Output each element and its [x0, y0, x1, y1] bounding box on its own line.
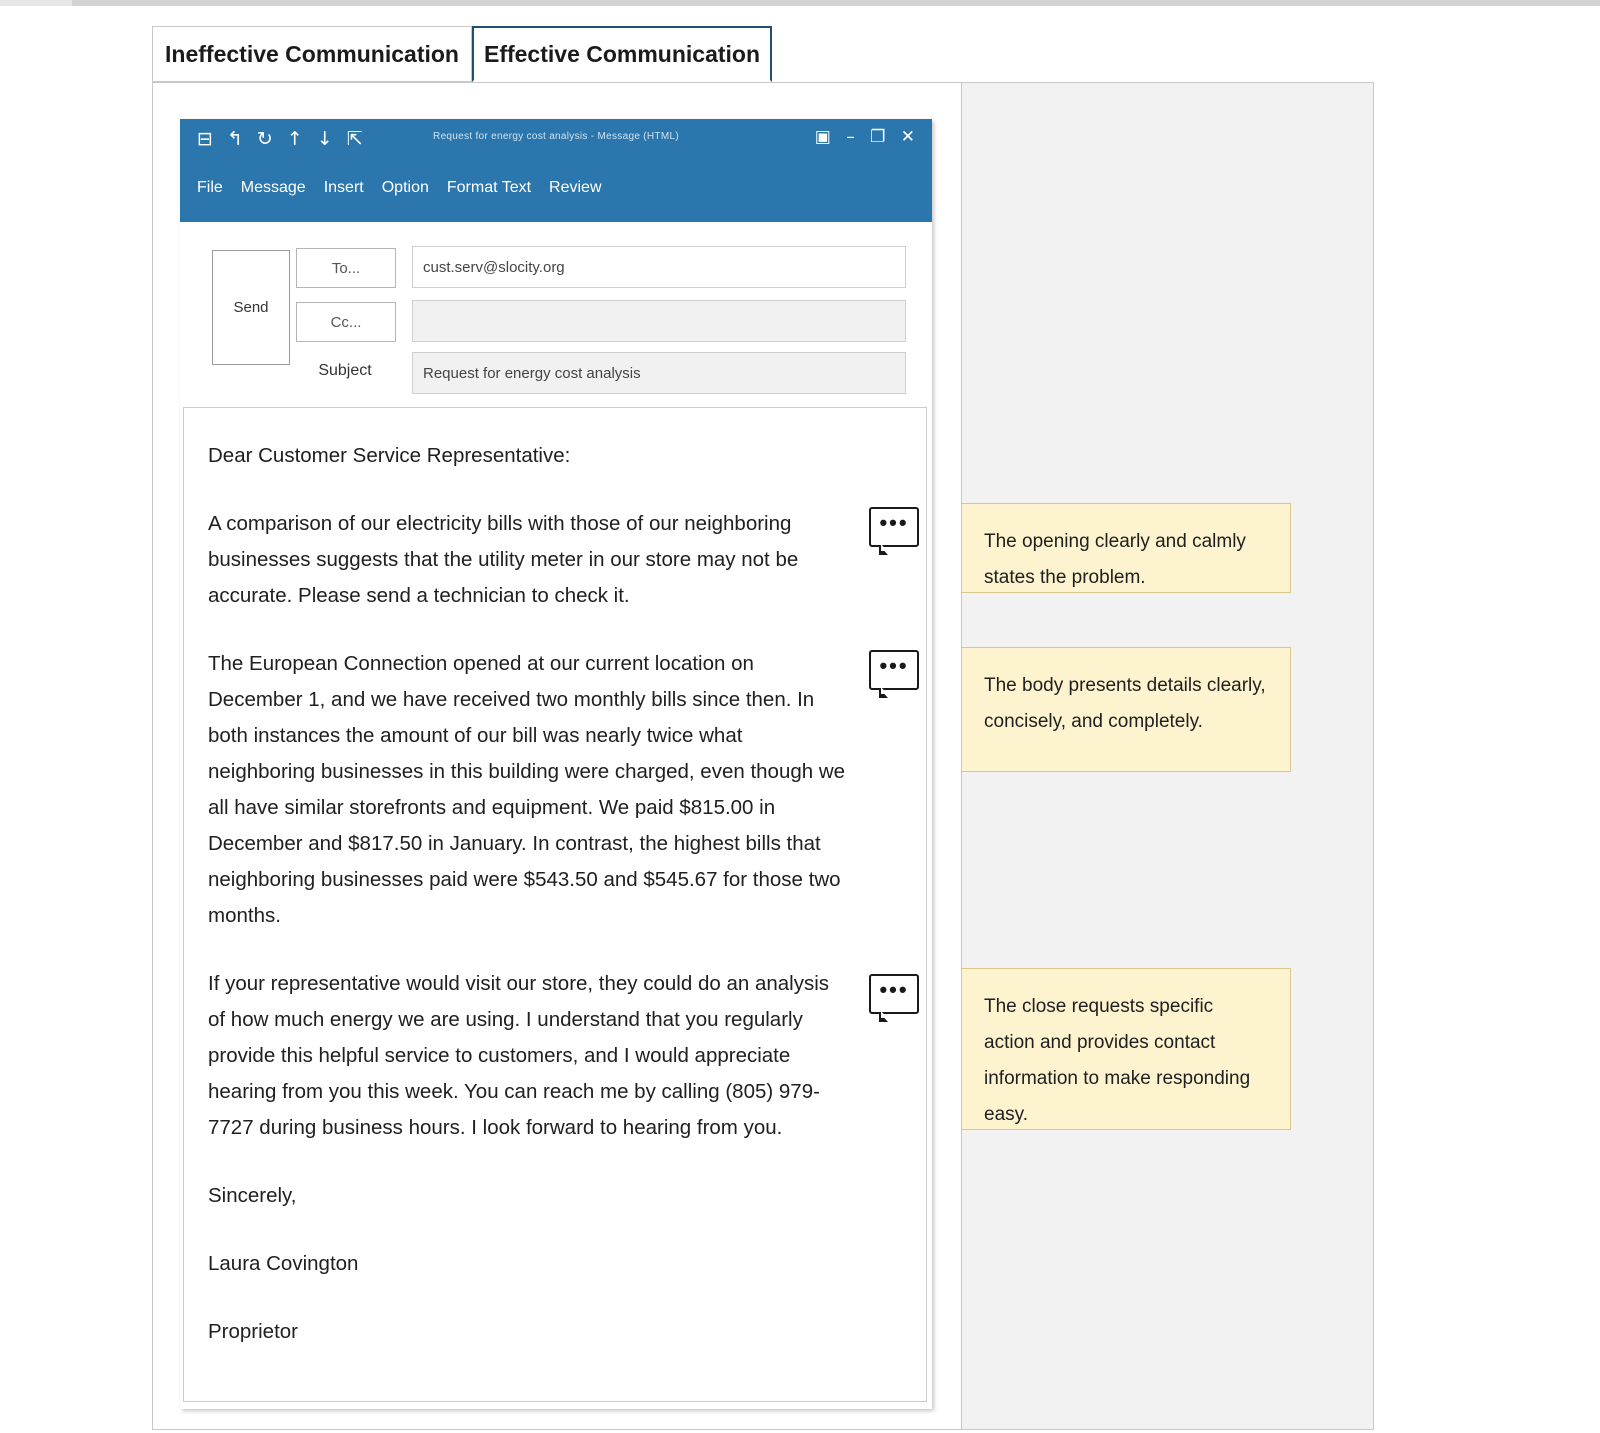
comment-marker-icon-1[interactable]: [869, 507, 919, 547]
send-button[interactable]: Send: [212, 250, 290, 365]
window-title: Request for energy cost analysis - Message (HTML): [433, 131, 679, 142]
comment-marker-icon-2[interactable]: [869, 650, 919, 690]
note-text: The opening clearly and calmly states the problem.: [984, 531, 1246, 588]
tab-bar: [152, 26, 1374, 82]
window-controls-icons[interactable]: ▣ – ❐ ✕: [814, 127, 920, 147]
annotation-note-close: [961, 968, 1291, 1130]
cc-input[interactable]: [412, 300, 906, 342]
to-button[interactable]: To...: [296, 248, 396, 288]
ribbon-tab-format-text[interactable]: Format Text: [446, 179, 532, 196]
tab-ineffective-communication[interactable]: [152, 26, 472, 82]
ribbon-tab-insert[interactable]: Insert: [323, 179, 364, 196]
top-strip: [0, 0, 1600, 6]
quick-access-toolbar-icons[interactable]: ⊟ ↰ ↻ ↑ ↓ ⇱: [197, 128, 367, 150]
ribbon-tab-option[interactable]: Option: [381, 179, 429, 196]
comment-dots: •••: [879, 653, 909, 678]
tab-effective-communication[interactable]: [472, 26, 772, 82]
comment-marker-icon-3[interactable]: [869, 974, 919, 1014]
email-compose-window: [180, 119, 932, 1409]
annotation-note-body: [961, 647, 1291, 772]
to-input[interactable]: cust.serv@slocity.org: [412, 246, 906, 288]
body-closing: Sincerely,: [208, 1184, 297, 1207]
body-paragraph-1: A comparison of our electricity bills with those of our neighboring businesses suggests that the utility meter in our store may not be accurate. Please send a technician to check it.: [208, 512, 799, 607]
body-sender-title: Proprietor: [208, 1320, 299, 1343]
body-salutation: Dear Customer Service Representative:: [208, 444, 571, 467]
body-paragraph-2: The European Connection opened at our current location on December 1, and we have received two monthly bills since then. In both instances the amount of our bill was nearly twice what neighboring businesses in this building were charged, even though we all have similar storefronts and equipment. We paid $815.00 in December and $817.50 in January. In contrast, the highest bills that neighboring businesses paid were $543.50 and $545.67 for those two months.: [208, 652, 846, 927]
email-header-fields: [180, 222, 932, 403]
ribbon-tab-message[interactable]: Message: [240, 179, 306, 196]
top-strip-inner: [72, 0, 1600, 6]
body-sender-name: Laura Covington: [208, 1252, 359, 1275]
note-text: The close requests specific action and provides contact information to make responding easy.: [984, 996, 1251, 1125]
subject-input[interactable]: Request for energy cost analysis: [412, 352, 906, 394]
ribbon-tab-file[interactable]: File: [197, 179, 223, 196]
comment-dots: •••: [879, 977, 909, 1002]
tab-label: Ineffective Communication: [165, 40, 459, 67]
subject-label: Subject: [318, 362, 372, 379]
ribbon-tab-review[interactable]: Review: [549, 179, 602, 196]
note-text: The body presents details clearly, concisely, and completely.: [984, 675, 1266, 732]
comment-dots: •••: [879, 510, 909, 535]
body-paragraph-3: If your representative would visit our store, they could do an analysis of how much energy we are using. I understand that you regularly provide this helpful service to customers, and I would appreciate hearing from you this week. You can reach me by calling (805) 979-7727 during business hours. I look forward to hearing from you.: [208, 972, 830, 1139]
annotation-note-opening: [961, 503, 1291, 593]
ribbon-tabs: [197, 179, 602, 197]
window-titlebar: [180, 119, 932, 222]
email-body[interactable]: [183, 407, 927, 1402]
tab-label: Effective Communication: [483, 40, 761, 67]
cc-button[interactable]: Cc...: [296, 302, 396, 342]
